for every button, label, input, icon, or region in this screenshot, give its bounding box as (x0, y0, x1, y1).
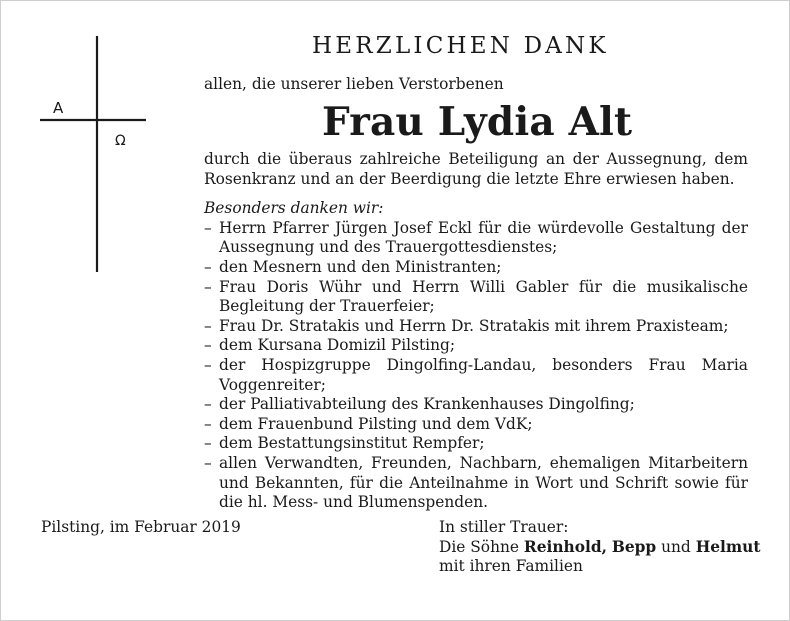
list-dash: – (204, 218, 212, 237)
list-item (204, 219, 748, 258)
thanks-heading: Besonders danken wir: (204, 199, 384, 218)
list-item (204, 454, 748, 513)
cross-icon (38, 34, 148, 274)
list-dash: – (204, 434, 212, 453)
conjunction: und (661, 537, 691, 556)
list-dash: – (204, 316, 212, 335)
list-item (204, 317, 748, 337)
families-line: mit ihren Familien (439, 557, 583, 576)
list-item-text: Frau Doris Wühr und Herrn Willi Gabler für die musikalische Begleitung der Trauerfeier; (219, 277, 748, 316)
list-dash: – (204, 453, 212, 472)
mourning-line: In stiller Trauer: (439, 518, 569, 536)
list-item-text: dem Kursana Domizil Pilsting; (219, 336, 456, 355)
list-dash: – (204, 395, 212, 414)
place-date: Pilsting, im Februar 2019 (41, 518, 241, 536)
omega-symbol: Ω (115, 133, 126, 149)
list-item (204, 336, 748, 356)
son-name: Reinhold (523, 537, 602, 556)
sons-prefix: Die Söhne (439, 537, 520, 556)
list-item-text: den Mesnern und den Ministranten; (219, 257, 502, 276)
list-item-text: dem Bestattungsinstitut Rempfer; (219, 434, 485, 453)
list-item (204, 415, 748, 435)
list-dash: – (204, 355, 212, 374)
list-item-text: Frau Dr. Stratakis und Herrn Dr. Stratakis mit ihrem Praxisteam; (219, 316, 729, 335)
thanks-list (204, 219, 748, 513)
list-item-text: allen Verwandten, Freunden, Nachbarn, ehemaligen Mitarbeitern und Bekannten, für die Anteilnahme in Wort und Schrift sowie für die hl. Mess- und Blumenspenden. (219, 453, 748, 512)
list-item (204, 356, 748, 395)
alpha-symbol: A (53, 99, 64, 117)
list-item-text: der Hospizgruppe Dingolfing-Landau, besonders Frau Maria Voggenreiter; (219, 355, 748, 394)
list-item-text: Herrn Pfarrer Jürgen Josef Eckl für die würdevolle Gestaltung der Aussegnung und des Trauergottesdienstes; (219, 218, 748, 257)
sons-line (439, 538, 760, 558)
list-item (204, 278, 748, 317)
notice-body (204, 150, 748, 513)
list-dash: – (204, 277, 212, 296)
notice-heading: HERZLICHEN DANK (312, 33, 609, 59)
name-separator: , (601, 537, 607, 556)
intro-line: allen, die unserer lieben Verstorbenen (204, 75, 504, 93)
list-dash: – (204, 414, 212, 433)
list-item (204, 395, 748, 415)
gratitude-text: durch die überaus zahlreiche Beteiligung an der Aussegnung, dem Rosenkranz und an der Beerdigung die letzte Ehre erwiesen haben. (204, 150, 748, 188)
mourning-signature (439, 518, 760, 577)
deceased-name: Frau Lydia Alt (322, 99, 633, 145)
list-item-text: der Palliativabteilung des Krankenhauses Dingolfing; (219, 395, 635, 414)
list-dash: – (204, 257, 212, 276)
list-item (204, 258, 748, 278)
son-name: Helmut (695, 537, 761, 556)
list-item (204, 434, 748, 454)
son-name: Bepp (611, 537, 657, 556)
list-item-text: dem Frauenbund Pilsting und dem VdK; (219, 414, 533, 433)
list-dash: – (204, 336, 212, 355)
